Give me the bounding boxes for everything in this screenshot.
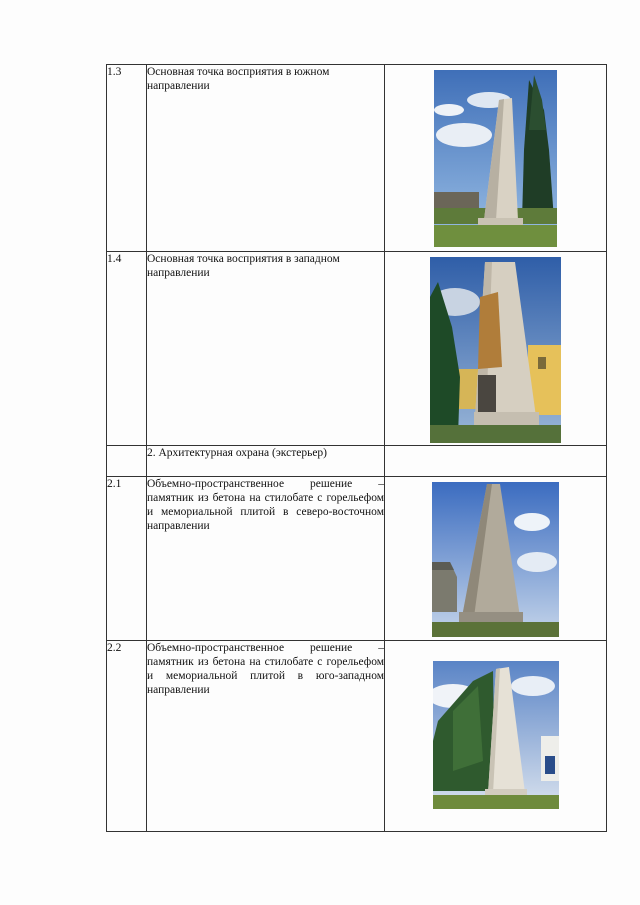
row-number: 2.2	[107, 641, 147, 832]
photo-cell	[385, 446, 607, 476]
row-description: Основная точка восприятия в южном направлении	[147, 65, 385, 252]
table-row	[107, 641, 607, 832]
row-description: Объемно-пространственное решение – памятник из бетона на стилобате с горельефом и мемориальной плитой в северо-восточном направлении	[147, 476, 385, 641]
photo-cell	[385, 65, 607, 252]
table-row	[107, 251, 607, 446]
monument-table	[106, 64, 607, 832]
obelisk-south-view-photo	[434, 70, 557, 247]
photo-cell	[385, 251, 607, 446]
table-row	[107, 446, 607, 476]
row-number: 1.4	[107, 251, 147, 446]
row-number: 1.3	[107, 65, 147, 252]
row-description: Объемно-пространственное решение – памятник из бетона на стилобате с горельефом и мемориальной плитой в юго-западном направлении	[147, 641, 385, 832]
photo-cell	[385, 476, 607, 641]
row-number: 2.1	[107, 476, 147, 641]
row-number	[107, 446, 147, 476]
section-heading: 2. Архитектурная охрана (экстерьер)	[147, 446, 385, 476]
obelisk-northeast-view-photo	[432, 482, 559, 637]
obelisk-west-view-photo	[430, 257, 561, 443]
obelisk-southwest-view-photo	[433, 661, 559, 809]
photo-cell	[385, 641, 607, 832]
table-row	[107, 476, 607, 641]
table-row	[107, 65, 607, 252]
row-description: Основная точка восприятия в западном направлении	[147, 251, 385, 446]
